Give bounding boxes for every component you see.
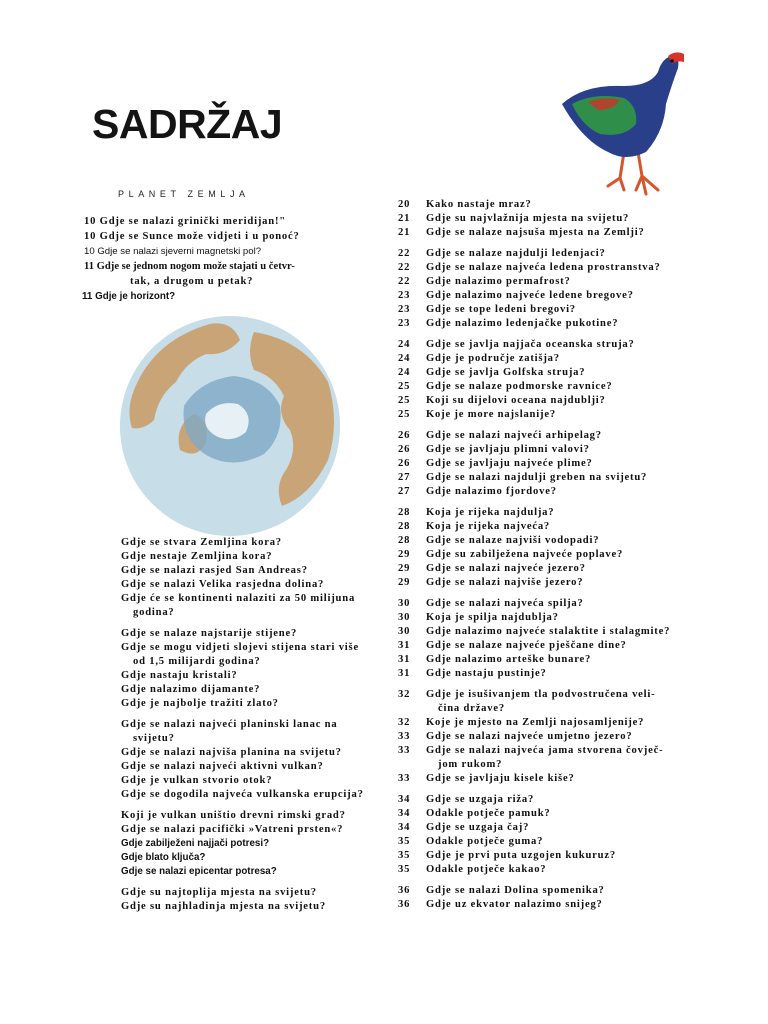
toc-entry[interactable]: 24 Gdje se javlja Golfska struja? bbox=[398, 367, 586, 378]
toc-entry[interactable]: Gdje nastaju kristali? bbox=[121, 670, 238, 681]
toc-entry[interactable]: Koji je vulkan uništio drevni rimski grad? bbox=[121, 810, 346, 821]
toc-entry[interactable]: Gdje se nalaze najstarije stijene? bbox=[121, 628, 298, 639]
toc-entry[interactable]: Gdje je najbolje tražiti zlato? bbox=[121, 698, 279, 709]
toc-entry[interactable]: 22 Gdje se nalaze najveća ledena prostranstva? bbox=[398, 262, 661, 273]
toc-entry[interactable]: 36 Gdje uz ekvator nalazimo snijeg? bbox=[398, 899, 603, 910]
toc-entry[interactable]: 34 Gdje se uzgaja čaj? bbox=[398, 822, 530, 833]
toc-entry[interactable]: Gdje se dogodila najveća vulkanska erupcija? bbox=[121, 789, 364, 800]
toc-list-bottom-left bbox=[121, 536, 364, 914]
toc-entry[interactable]: 25 Gdje se nalaze podmorske ravnice? bbox=[398, 381, 613, 392]
toc-entry[interactable]: 10 Gdje se nalazi sjeverni magnetski pol? bbox=[84, 246, 262, 257]
toc-entry[interactable]: 21 Gdje se nalaze najsušа mjesta na Zemlji? bbox=[398, 227, 645, 238]
toc-entry[interactable]: 29 Gdje su zabilježena najveće poplave? bbox=[398, 549, 624, 560]
toc-entry-continuation: svijetu? bbox=[133, 733, 175, 744]
toc-entry[interactable]: Gdje nalazimo dijamante? bbox=[121, 684, 261, 695]
toc-entry[interactable]: 25 Koji su dijelovi oceana najdublji? bbox=[398, 395, 606, 406]
page-title: SADRŽAJ bbox=[92, 101, 283, 147]
toc-entry[interactable]: 23 Gdje nalazimo najveće ledene bregove? bbox=[398, 290, 634, 301]
toc-list-top-left bbox=[84, 214, 300, 304]
toc-entry[interactable]: Gdje se nalazi najveći aktivni vulkan? bbox=[121, 761, 324, 772]
toc-entry[interactable]: 11 Gdje se jednom nogom može stajati u četvr- bbox=[84, 261, 295, 272]
toc-entry[interactable]: 29 Gdje se nalazi najveće jezero? bbox=[398, 563, 586, 574]
toc-entry[interactable]: Gdje se mogu vidjeti slojevi stijena stari više bbox=[121, 642, 359, 653]
toc-entry[interactable]: 10 Gdje se nalazi grinički meridijan!" bbox=[84, 216, 286, 227]
toc-entry[interactable]: 34 Gdje se uzgaja riža? bbox=[398, 794, 535, 805]
toc-entry[interactable]: Gdje blato ključa? bbox=[121, 852, 206, 863]
toc-entry[interactable]: 33 Gdje se nalazi najveća jama stvorena čovječ- bbox=[398, 745, 664, 756]
toc-entry[interactable]: 31 Gdje nastaju pustinje? bbox=[398, 668, 547, 679]
toc-list-right bbox=[398, 198, 670, 912]
toc-entry[interactable]: 27 Gdje nalazimo fjordove? bbox=[398, 486, 557, 497]
toc-entry[interactable]: 22 Gdje se nalaze najdulji ledenjaci? bbox=[398, 248, 606, 259]
globe-illustration bbox=[114, 310, 346, 542]
toc-entry[interactable]: 23 Gdje se tope ledeni bregovi? bbox=[398, 304, 576, 315]
toc-entry[interactable]: 26 Gdje se javljaju najveće plime? bbox=[398, 458, 593, 469]
toc-entry[interactable]: 36 Gdje se nalazi Dolina spomenika? bbox=[398, 885, 605, 896]
toc-entry[interactable]: 25 Koje je more najslanije? bbox=[398, 409, 556, 420]
toc-entry[interactable]: 29 Gdje se nalazi najviše jezero? bbox=[398, 577, 584, 588]
toc-entry[interactable]: 35 Odakle potječe kakao? bbox=[398, 864, 547, 875]
toc-entry[interactable]: 32 Koje je mjesto na Zemlji najosamljenije? bbox=[398, 717, 645, 728]
toc-entry[interactable]: 32 Gdje je isušivanjem tla podvostručena veli- bbox=[398, 689, 656, 700]
toc-entry[interactable]: 30 Koja je spilja najdublja? bbox=[398, 612, 559, 623]
toc-entry-continuation: čina države? bbox=[438, 703, 505, 714]
toc-entry[interactable]: Gdje se nalazi rasjed San Andreas? bbox=[121, 565, 308, 576]
toc-entry[interactable]: Gdje je vulkan stvorio otok? bbox=[121, 775, 273, 786]
toc-entry[interactable]: 28 Gdje se nalaze najviši vodopadi? bbox=[398, 535, 600, 546]
toc-entry[interactable]: 28 Koja je rijeka najveća? bbox=[398, 521, 551, 532]
toc-entry[interactable]: 11 Gdje je horizont? bbox=[82, 291, 176, 302]
toc-entry[interactable]: 31 Gdje nalazimo arteške bunare? bbox=[398, 654, 592, 665]
toc-entry[interactable]: 33 Gdje se nalazi najveće umjetno jezero? bbox=[398, 731, 633, 742]
toc-entry[interactable]: Gdje se stvara Zemljina kora? bbox=[121, 537, 282, 548]
toc-entry[interactable]: 24 Gdje je područje zatišja? bbox=[398, 353, 560, 364]
section-label: PLANET ZEMLJA bbox=[118, 189, 250, 199]
toc-entry[interactable]: 24 Gdje se javlja najjača oceanska struja? bbox=[398, 339, 635, 350]
toc-entry[interactable]: Gdje se nalazi najviša planina na svijetu? bbox=[121, 747, 342, 758]
toc-entry[interactable]: 21 Gdje su najvlažnija mjesta na svijetu? bbox=[398, 213, 630, 224]
toc-entry[interactable]: 22 Gdje nalazimo permafrost? bbox=[398, 276, 571, 287]
toc-entry[interactable]: Gdje zabilježeni najjači potresi? bbox=[121, 838, 270, 849]
toc-entry[interactable]: 31 Gdje se nalaze najveće pješčane dine? bbox=[398, 640, 627, 651]
toc-entry[interactable]: 20 Kako nastaje mraz? bbox=[398, 199, 532, 210]
toc-entry[interactable]: 35 Odakle potječe guma? bbox=[398, 836, 544, 847]
bird-illustration bbox=[554, 44, 686, 200]
toc-entry[interactable]: Gdje će se kontinenti nalaziti za 50 milijuna bbox=[121, 593, 356, 604]
toc-entry[interactable]: Gdje se nalazi pacifički »Vatreni prsten«? bbox=[121, 824, 344, 835]
toc-entry[interactable]: 26 Gdje se javljaju plimni valovi? bbox=[398, 444, 590, 455]
toc-entry[interactable]: 23 Gdje nalazimo ledenjačke pukotine? bbox=[398, 318, 619, 329]
toc-entry[interactable]: 10 Gdje se Sunce može vidjeti i u ponoć? bbox=[84, 231, 300, 242]
toc-entry[interactable]: Gdje nestaje Zemljina kora? bbox=[121, 551, 273, 562]
toc-entry[interactable]: 30 Gdje se nalazi najveća spilja? bbox=[398, 598, 584, 609]
bird-legs bbox=[608, 152, 658, 194]
toc-entry[interactable]: 28 Koja je rijeka najdulja? bbox=[398, 507, 555, 518]
toc-entry[interactable]: 27 Gdje se nalazi najdulji greben na svijetu? bbox=[398, 472, 648, 483]
toc-entry[interactable]: Gdje se nalazi epicentar potresa? bbox=[121, 866, 277, 877]
toc-entry[interactable]: Gdje se nalazi najveći planinski lanac na bbox=[121, 719, 338, 730]
toc-entry-continuation: tak, a drugom u petak? bbox=[130, 276, 254, 287]
toc-entry[interactable]: 30 Gdje nalazimo najveće stalaktite i stalagmite? bbox=[398, 626, 671, 637]
toc-entry[interactable]: 26 Gdje se nalazi najveći arhipelag? bbox=[398, 430, 602, 441]
toc-entry[interactable]: 35 Gdje je prvi puta uzgojen kukuruz? bbox=[398, 850, 616, 861]
toc-entry[interactable]: Gdje se nalazi Velika rasjedna dolina? bbox=[121, 579, 325, 590]
toc-entry[interactable]: 34 Odakle potječe pamuk? bbox=[398, 808, 551, 819]
toc-entry[interactable]: Gdje su najhladinja mjesta na svijetu? bbox=[121, 901, 326, 912]
toc-entry-continuation: godina? bbox=[133, 607, 175, 618]
bird-eye bbox=[670, 59, 674, 63]
toc-entry-continuation: jom rukom? bbox=[438, 759, 503, 770]
toc-entry[interactable]: Gdje su najtoplija mjesta na svijetu? bbox=[121, 887, 317, 898]
toc-entry[interactable]: 33 Gdje se javljaju kisele kiše? bbox=[398, 773, 575, 784]
toc-entry-continuation: od 1,5 milijardi godina? bbox=[133, 656, 261, 667]
